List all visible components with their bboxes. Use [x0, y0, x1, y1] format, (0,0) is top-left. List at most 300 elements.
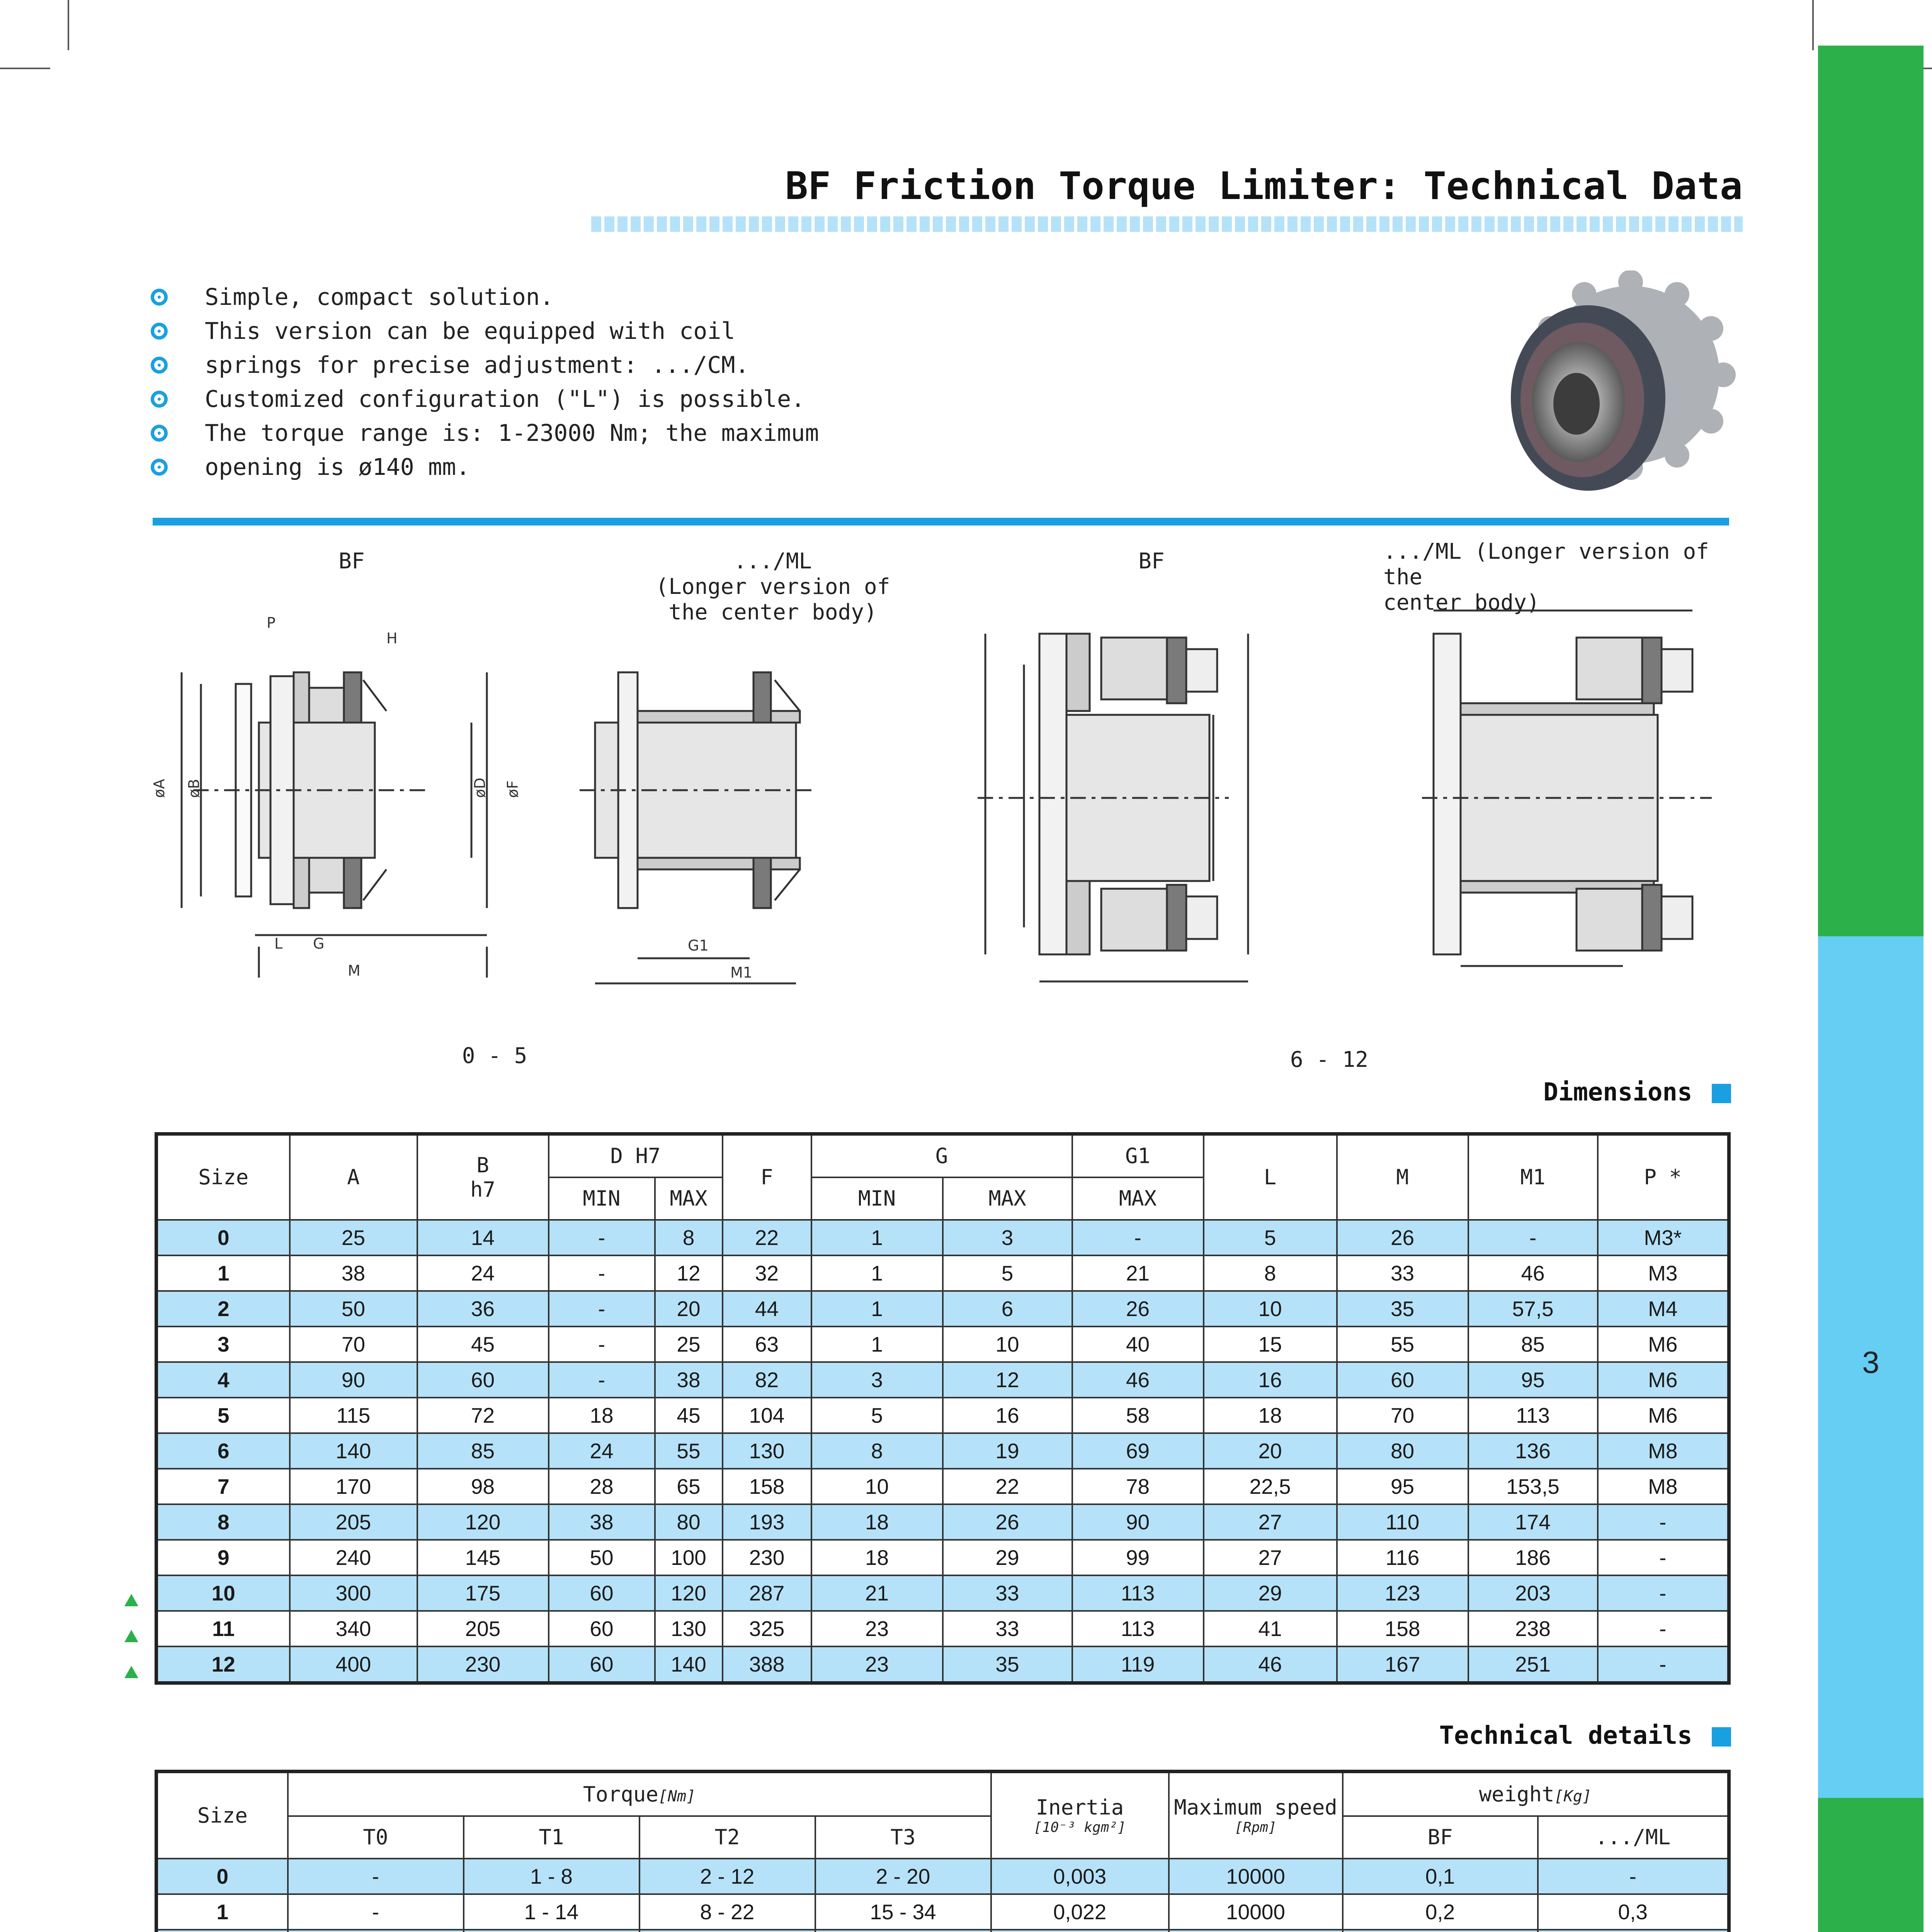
- list-item: [151, 416, 819, 450]
- header-unit: [Kg]: [1554, 1787, 1592, 1805]
- list-item: [151, 314, 819, 348]
- table-cell: 12: [943, 1362, 1072, 1398]
- drawing-range-small: 0 - 5: [462, 1043, 527, 1068]
- table-cell: 80: [655, 1504, 723, 1540]
- table-cell: 18: [811, 1540, 943, 1575]
- table-cell: -: [1072, 1220, 1204, 1255]
- col-header-g-max: MAX: [943, 1177, 1072, 1220]
- table-cell: 1: [811, 1291, 943, 1327]
- table-cell: 193: [723, 1504, 811, 1540]
- table-cell: -: [1538, 1859, 1729, 1894]
- bullet-icon: [151, 323, 168, 340]
- dim-label: G: [313, 935, 325, 952]
- dim-label: M: [348, 962, 361, 979]
- table-cell: -: [549, 1255, 655, 1291]
- col-header-inertia: [991, 1772, 1169, 1859]
- table-cell: 70: [1337, 1398, 1468, 1433]
- table-cell: 174: [1468, 1504, 1598, 1540]
- table-cell: 5: [943, 1255, 1072, 1291]
- table-cell: [991, 1930, 1169, 1932]
- table-cell: [815, 1930, 991, 1932]
- table-cell: 1: [811, 1327, 943, 1362]
- table-cell: 2 - 12: [639, 1859, 815, 1894]
- table-cell: -: [288, 1894, 464, 1930]
- table-cell: 3: [811, 1362, 943, 1398]
- feature-text: springs for precise adjustment: .../CM.: [205, 352, 749, 379]
- bullet-icon: [151, 391, 168, 408]
- technical-drawings: [147, 595, 1743, 1036]
- col-header-b: [417, 1134, 549, 1220]
- dim-label: P: [267, 614, 276, 631]
- table-cell: 12: [655, 1255, 723, 1291]
- table-cell: -: [1468, 1220, 1598, 1255]
- table-cell: 65: [655, 1469, 723, 1504]
- table-cell: 26: [1072, 1291, 1204, 1327]
- table-cell: 2: [156, 1291, 290, 1327]
- table-cell: 158: [723, 1469, 811, 1504]
- table-cell: 7: [156, 1469, 290, 1504]
- table-cell: M6: [1598, 1327, 1729, 1362]
- table-cell: 8 - 22: [639, 1894, 815, 1930]
- table-row: [156, 1291, 1729, 1327]
- table-cell: 19: [943, 1433, 1072, 1469]
- table-cell: 0: [156, 1859, 288, 1894]
- col-header-d-max: MAX: [655, 1177, 723, 1220]
- table-cell: 22: [943, 1469, 1072, 1504]
- table-cell: 10: [811, 1469, 943, 1504]
- table-row: [156, 1327, 1729, 1362]
- table-cell: 32: [723, 1255, 811, 1291]
- table-cell: 120: [417, 1504, 549, 1540]
- table-cell: 38: [549, 1504, 655, 1540]
- dim-label: øB: [185, 779, 202, 798]
- table-row: [156, 1611, 1729, 1646]
- table-cell: 14: [417, 1220, 549, 1255]
- table-cell: 60: [1337, 1362, 1468, 1398]
- table-cell: 26: [943, 1504, 1072, 1540]
- dim-label: øD: [471, 777, 488, 798]
- drawing-label-ml-small: .../ML (Longer version of the center body): [655, 549, 890, 625]
- table-cell: 24: [417, 1255, 549, 1291]
- table-cell: -: [1598, 1540, 1729, 1575]
- col-header-g-min: MIN: [811, 1177, 943, 1220]
- table-cell: 85: [417, 1433, 549, 1469]
- table-cell: 60: [549, 1611, 655, 1646]
- table-cell: 340: [290, 1611, 417, 1646]
- table-cell: 20: [655, 1291, 723, 1327]
- table-cell: 72: [417, 1398, 549, 1433]
- table-cell: 153,5: [1468, 1469, 1598, 1504]
- table-row: [156, 1575, 1729, 1611]
- drawing-label-ml-large: .../ML (Longer version of the center body): [1383, 539, 1709, 615]
- table-cell: 251: [1468, 1646, 1598, 1683]
- table-cell: 6: [156, 1433, 290, 1469]
- col-header-weight-bf: BF: [1343, 1816, 1538, 1859]
- table-cell: 80: [1337, 1433, 1468, 1469]
- dim-label: øA: [151, 779, 168, 798]
- table-row: [156, 1469, 1729, 1504]
- list-item: [151, 280, 819, 314]
- table-cell: 10000: [1169, 1894, 1343, 1930]
- drawing-label-bf-small: BF: [338, 549, 365, 574]
- table-cell: 15 - 34: [815, 1894, 991, 1930]
- table-cell: 41: [1204, 1611, 1337, 1646]
- table-cell: 5: [1204, 1220, 1337, 1255]
- table-cell: 90: [1072, 1504, 1204, 1540]
- table-cell: 8: [156, 1504, 290, 1540]
- table-cell: 98: [417, 1469, 549, 1504]
- table-cell: 36: [417, 1291, 549, 1327]
- feature-list: [151, 280, 819, 484]
- bullet-icon: [151, 425, 168, 442]
- table-cell: M8: [1598, 1469, 1729, 1504]
- table-cell: 16: [1204, 1362, 1337, 1398]
- table-cell: 10000: [1169, 1859, 1343, 1894]
- table-cell: 28: [549, 1469, 655, 1504]
- col-header-d-min: MIN: [549, 1177, 655, 1220]
- table-cell: [156, 1930, 288, 1932]
- table-cell: 1 - 8: [464, 1859, 639, 1894]
- table-cell: M3: [1598, 1255, 1729, 1291]
- table-cell: 58: [1072, 1398, 1204, 1433]
- table-cell: 8: [811, 1433, 943, 1469]
- table-cell: 230: [417, 1646, 549, 1683]
- table-cell: 95: [1468, 1362, 1598, 1398]
- table-cell: 186: [1468, 1540, 1598, 1575]
- table-cell: 116: [1337, 1540, 1468, 1575]
- table-cell: 145: [417, 1540, 549, 1575]
- table-cell: 15: [1204, 1327, 1337, 1362]
- table-cell: 95: [1337, 1469, 1468, 1504]
- table-cell: 23: [811, 1646, 943, 1683]
- table-cell: 1: [811, 1255, 943, 1291]
- table-cell: 44: [723, 1291, 811, 1327]
- table-cell: 45: [417, 1327, 549, 1362]
- bullet-icon: [151, 459, 168, 476]
- list-item: [151, 450, 819, 484]
- dimensions-table: [155, 1132, 1731, 1685]
- drawing-range-large: 6 - 12: [1290, 1047, 1369, 1072]
- table-cell: 45: [655, 1398, 723, 1433]
- table-cell: 27: [1204, 1540, 1337, 1575]
- new-size-marker-icon: [124, 1594, 138, 1606]
- table-cell: 11: [156, 1611, 290, 1646]
- table-cell: [288, 1930, 464, 1932]
- table-cell: 120: [655, 1575, 723, 1611]
- square-icon: [1712, 1727, 1731, 1747]
- table-cell: 10: [943, 1327, 1072, 1362]
- table-cell: 33: [1337, 1255, 1468, 1291]
- table-row: [156, 1398, 1729, 1433]
- table-cell: 0,003: [991, 1859, 1169, 1894]
- table-cell: 38: [290, 1255, 417, 1291]
- table-row: [156, 1220, 1729, 1255]
- dim-label: L: [274, 935, 283, 952]
- table-cell: 104: [723, 1398, 811, 1433]
- dim-label: M1: [730, 964, 752, 981]
- header-text: weight: [1479, 1782, 1554, 1806]
- square-icon: [1712, 1084, 1731, 1103]
- table-cell: 140: [290, 1433, 417, 1469]
- technical-table: [155, 1770, 1731, 1932]
- table-cell: 115: [290, 1398, 417, 1433]
- table-cell: 12: [156, 1646, 290, 1683]
- table-cell: 1: [156, 1894, 288, 1930]
- table-cell: 0,022: [991, 1894, 1169, 1930]
- header-text: Inertia: [1036, 1795, 1124, 1820]
- table-cell: 22,5: [1204, 1469, 1337, 1504]
- table-cell: 85: [1468, 1327, 1598, 1362]
- table-cell: 50: [290, 1291, 417, 1327]
- col-header-t1: T1: [464, 1816, 639, 1859]
- table-cell: 21: [1072, 1255, 1204, 1291]
- table-cell: 29: [1204, 1575, 1337, 1611]
- col-header-l: L: [1204, 1134, 1337, 1220]
- table-cell: 10: [156, 1575, 290, 1611]
- table-cell: 3: [156, 1327, 290, 1362]
- header-unit: [Rpm]: [1235, 1820, 1277, 1836]
- table-cell: 24: [549, 1433, 655, 1469]
- table-cell: -: [549, 1220, 655, 1255]
- dim-label: øF: [504, 780, 521, 798]
- table-cell: 0,1: [1343, 1859, 1538, 1894]
- table-cell: 8: [1204, 1255, 1337, 1291]
- side-tab-green-top: [1818, 46, 1923, 936]
- table-cell: -: [288, 1859, 464, 1894]
- table-cell: 20: [1204, 1433, 1337, 1469]
- table-cell: 10: [1204, 1291, 1337, 1327]
- table-cell: 60: [417, 1362, 549, 1398]
- col-header-speed: [1169, 1772, 1343, 1859]
- dimensions-heading: [1430, 1078, 1731, 1107]
- header-subtext: h7: [470, 1177, 496, 1202]
- header-unit: [Nm]: [658, 1787, 696, 1805]
- table-cell: 240: [290, 1540, 417, 1575]
- table-cell: -: [549, 1362, 655, 1398]
- col-header-size: Size: [156, 1772, 288, 1859]
- table-cell: 300: [290, 1575, 417, 1611]
- header-text: Torque: [583, 1782, 658, 1806]
- col-header-t0: T0: [288, 1816, 464, 1859]
- list-item: [151, 382, 819, 416]
- table-cell: 38: [655, 1362, 723, 1398]
- col-header-d: D H7: [549, 1134, 723, 1177]
- table-row: [156, 1894, 1729, 1930]
- col-header-torque: [288, 1772, 991, 1816]
- col-header-t3: T3: [815, 1816, 991, 1859]
- table-cell: -: [1598, 1611, 1729, 1646]
- col-header-size: Size: [156, 1134, 290, 1220]
- table-cell: 35: [1337, 1291, 1468, 1327]
- new-size-marker-icon: [124, 1630, 138, 1642]
- section-rule: [153, 518, 1729, 526]
- dimensions-table-body: [156, 1220, 1729, 1683]
- table-cell: 33: [943, 1575, 1072, 1611]
- table-cell: 5: [811, 1398, 943, 1433]
- table-cell: 3: [943, 1220, 1072, 1255]
- table-cell: M4: [1598, 1291, 1729, 1327]
- table-cell: 130: [655, 1611, 723, 1646]
- table-cell: 167: [1337, 1646, 1468, 1683]
- col-header-g1: G1: [1072, 1134, 1204, 1177]
- table-cell: 25: [655, 1327, 723, 1362]
- table-cell: 18: [811, 1504, 943, 1540]
- col-header-m1: M1: [1468, 1134, 1598, 1220]
- col-header-weight: [1343, 1772, 1729, 1816]
- heading-text: Technical details: [1439, 1721, 1692, 1750]
- table-cell: 50: [549, 1540, 655, 1575]
- table-row: [156, 1859, 1729, 1894]
- table-row: [156, 1540, 1729, 1575]
- table-cell: 0,3: [1538, 1894, 1729, 1930]
- table-cell: 170: [290, 1469, 417, 1504]
- list-item: [151, 348, 819, 382]
- table-cell: 287: [723, 1575, 811, 1611]
- table-cell: 55: [1337, 1327, 1468, 1362]
- table-cell: 29: [943, 1540, 1072, 1575]
- table-cell: 23: [811, 1611, 943, 1646]
- table-cell: 70: [290, 1327, 417, 1362]
- table-cell: 205: [417, 1611, 549, 1646]
- table-cell: 140: [655, 1646, 723, 1683]
- table-cell: 203: [1468, 1575, 1598, 1611]
- table-cell: [464, 1930, 639, 1932]
- col-header-m: M: [1337, 1134, 1468, 1220]
- table-cell: M3*: [1598, 1220, 1729, 1255]
- table-cell: -: [1598, 1504, 1729, 1540]
- table-cell: 175: [417, 1575, 549, 1611]
- heading-text: Dimensions: [1543, 1078, 1692, 1107]
- table-cell: -: [549, 1291, 655, 1327]
- table-cell: [1538, 1930, 1729, 1932]
- table-cell: 22: [723, 1220, 811, 1255]
- table-cell: 0: [156, 1220, 290, 1255]
- table-cell: 0,2: [1343, 1894, 1538, 1930]
- header-text: B: [476, 1153, 489, 1177]
- table-cell: [639, 1930, 815, 1932]
- table-cell: 1 - 14: [464, 1894, 639, 1930]
- table-cell: 82: [723, 1362, 811, 1398]
- table-cell: 60: [549, 1575, 655, 1611]
- table-cell: 400: [290, 1646, 417, 1683]
- table-cell: 90: [290, 1362, 417, 1398]
- table-cell: [1169, 1930, 1343, 1932]
- table-cell: M6: [1598, 1398, 1729, 1433]
- col-header-p: P *: [1598, 1134, 1729, 1220]
- bullet-icon: [151, 289, 168, 306]
- table-cell: 205: [290, 1504, 417, 1540]
- table-cell: 130: [723, 1433, 811, 1469]
- table-cell: 16: [943, 1398, 1072, 1433]
- table-cell: -: [1598, 1646, 1729, 1683]
- table-cell: 2 - 20: [815, 1859, 991, 1894]
- side-tab-green-bottom: [1818, 1798, 1923, 1932]
- table-cell: 33: [943, 1611, 1072, 1646]
- bullet-icon: [151, 357, 168, 374]
- new-size-marker-icon: [124, 1666, 138, 1678]
- table-cell: 1: [156, 1255, 290, 1291]
- table-cell: M8: [1598, 1433, 1729, 1469]
- table-cell: 110: [1337, 1504, 1468, 1540]
- drawing-ml-large: [1422, 611, 1712, 966]
- table-cell: 119: [1072, 1646, 1204, 1683]
- table-cell: 18: [1204, 1398, 1337, 1433]
- feature-text: opening is ø140 mm.: [205, 454, 470, 481]
- table-cell: M6: [1598, 1362, 1729, 1398]
- table-cell: 99: [1072, 1540, 1204, 1575]
- table-cell: 46: [1204, 1646, 1337, 1683]
- table-cell: 230: [723, 1540, 811, 1575]
- table-cell: 57,5: [1468, 1291, 1598, 1327]
- table-row: [156, 1646, 1729, 1683]
- feature-text: Customized configuration ("L") is possible.: [205, 386, 805, 413]
- col-header-f: F: [723, 1134, 811, 1220]
- col-header-a: A: [290, 1134, 417, 1220]
- table-row: [156, 1504, 1729, 1540]
- table-cell: 60: [549, 1646, 655, 1683]
- table-cell: 63: [723, 1327, 811, 1362]
- table-cell: 27: [1204, 1504, 1337, 1540]
- col-header-g: G: [811, 1134, 1072, 1177]
- table-cell: [1343, 1930, 1538, 1932]
- table-row: [156, 1433, 1729, 1469]
- side-tab-number: 3: [1862, 1345, 1879, 1379]
- col-header-t2: T2: [639, 1816, 815, 1859]
- feature-text: Simple, compact solution.: [205, 284, 554, 311]
- table-cell: 26: [1337, 1220, 1468, 1255]
- table-cell: 46: [1072, 1362, 1204, 1398]
- table-cell: 238: [1468, 1611, 1598, 1646]
- drawing-bf-large: [978, 634, 1248, 981]
- table-cell: 18: [549, 1398, 655, 1433]
- crop-mark: [1812, 0, 1814, 50]
- table-cell: 40: [1072, 1327, 1204, 1362]
- header-text: Maximum speed: [1174, 1795, 1337, 1820]
- page-title: BF Friction Torque Limiter: Technical Data: [785, 164, 1743, 208]
- drawing-label-bf-large: BF: [1138, 549, 1165, 574]
- table-row: [156, 1362, 1729, 1398]
- crop-mark: [0, 68, 50, 69]
- technical-heading: [1314, 1721, 1731, 1750]
- table-cell: -: [1598, 1575, 1729, 1611]
- table-cell: 8: [655, 1220, 723, 1255]
- col-header-g1-max: MAX: [1072, 1177, 1204, 1220]
- table-cell: 46: [1468, 1255, 1598, 1291]
- title-dotted-rule: [591, 216, 1743, 232]
- table-cell: 100: [655, 1540, 723, 1575]
- table-cell: 136: [1468, 1433, 1598, 1469]
- table-cell: 78: [1072, 1469, 1204, 1504]
- table-cell: 69: [1072, 1433, 1204, 1469]
- table-row: [156, 1930, 1729, 1932]
- table-cell: 1: [811, 1220, 943, 1255]
- table-cell: 113: [1468, 1398, 1598, 1433]
- dim-label: H: [386, 630, 398, 647]
- table-cell: 25: [290, 1220, 417, 1255]
- table-cell: 9: [156, 1540, 290, 1575]
- table-cell: 5: [156, 1398, 290, 1433]
- table-cell: 113: [1072, 1575, 1204, 1611]
- table-cell: 6: [943, 1291, 1072, 1327]
- table-cell: 4: [156, 1362, 290, 1398]
- table-cell: 55: [655, 1433, 723, 1469]
- feature-text: This version can be equipped with coil: [205, 318, 735, 345]
- table-cell: -: [549, 1327, 655, 1362]
- table-cell: 158: [1337, 1611, 1468, 1646]
- product-photo: [1499, 270, 1739, 502]
- table-cell: 325: [723, 1611, 811, 1646]
- drawing-bf-small: [182, 672, 487, 978]
